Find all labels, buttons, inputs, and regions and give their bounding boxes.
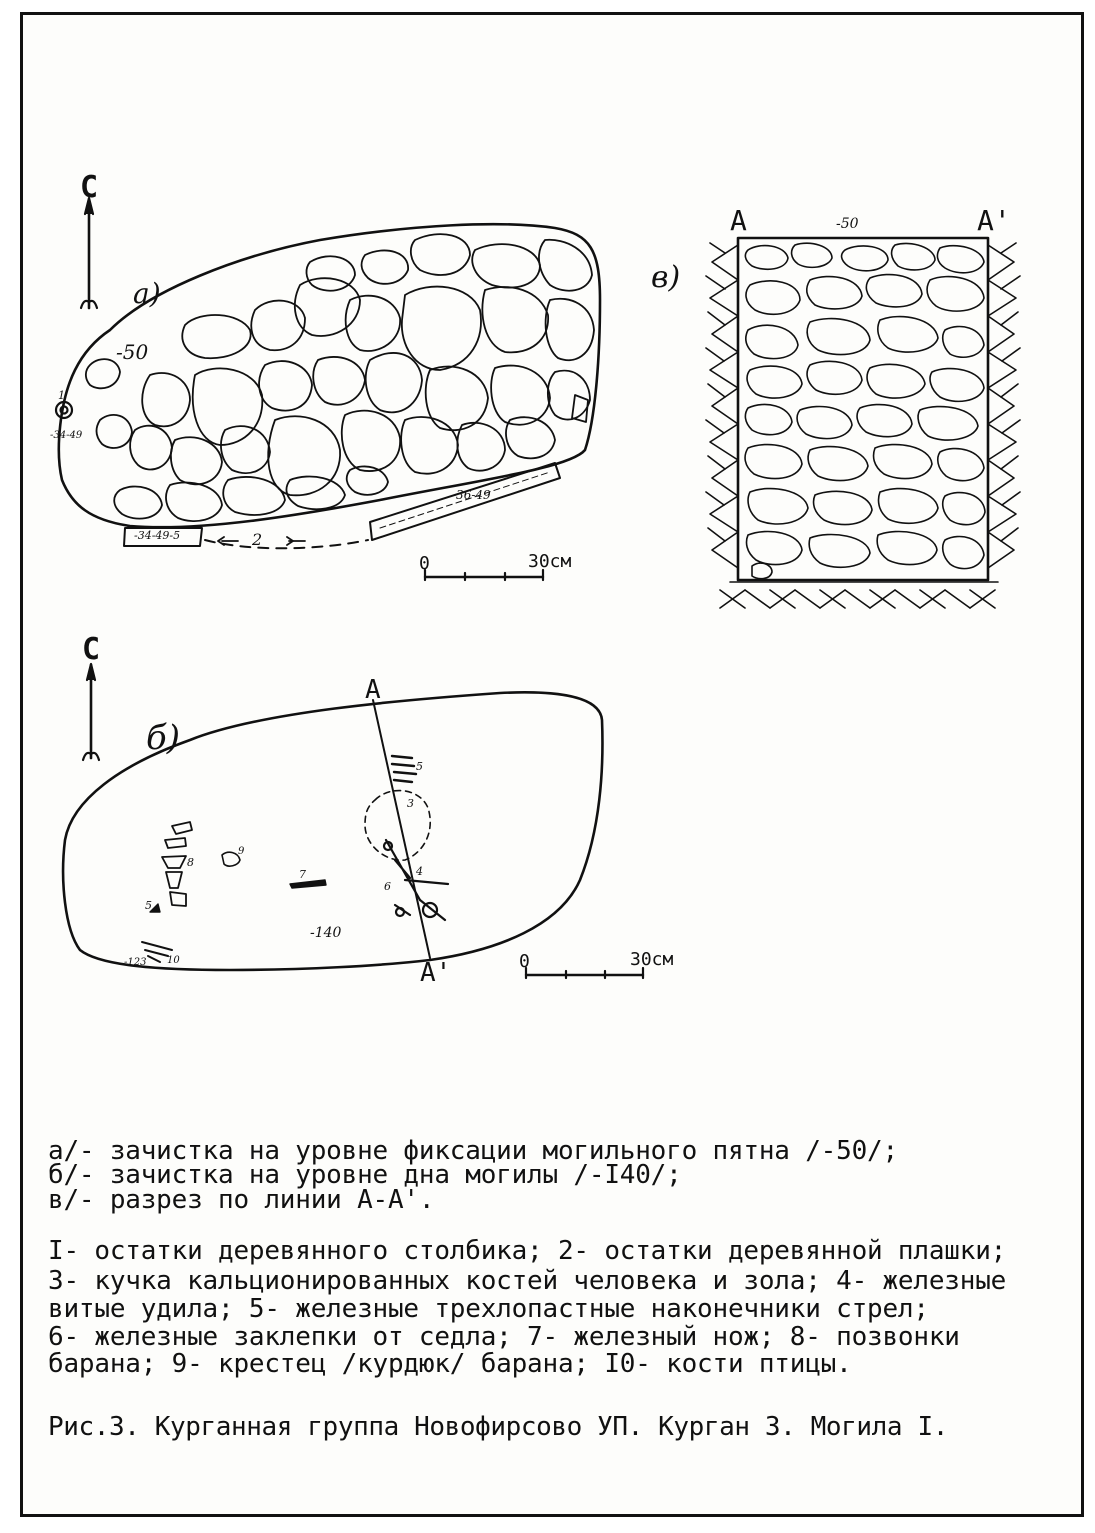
scale-end-a: 30см — [528, 551, 572, 572]
plank-depth-right: -36-49 — [452, 488, 491, 502]
legend-line-1: а/- зачистка на уровне фиксации могильного пятна /-50/; — [48, 1136, 898, 1166]
legend-line-2: б/- зачистка на уровне дна могилы /-I40/; — [48, 1160, 682, 1190]
scale-zero-a: 0 — [419, 553, 430, 574]
bone-heap-3 — [365, 791, 430, 861]
panel-b-plan — [63, 664, 643, 978]
section-depth: -50 — [836, 216, 859, 232]
corner-depth-b: -123 — [124, 957, 147, 968]
item1-label-a: 1 — [58, 389, 65, 402]
item-label-4: 4 — [416, 865, 423, 878]
panel-v-label: в) — [651, 260, 681, 295]
figure-caption: Рис.3. Курганная группа Новофирсово УП. Курган 3. Могила I. — [48, 1412, 948, 1442]
panel-a-plan — [56, 198, 600, 580]
plank-depth-left: -34-49-5 — [134, 529, 181, 542]
scale-end-b: 30см — [630, 949, 674, 970]
iron-knife-7 — [290, 880, 326, 888]
item-label-3: 3 — [407, 797, 414, 810]
section-point-a-prime: А' — [977, 204, 1011, 237]
item-label-5-left: 5 — [145, 899, 152, 912]
item-label-5-top: 5 — [416, 760, 423, 773]
iron-bit-4 — [384, 840, 448, 920]
section-point-a: А — [730, 204, 747, 237]
scale-zero-b: 0 — [519, 951, 530, 972]
item1-depth-a: -34-49 — [50, 430, 83, 441]
scale-bar-b — [526, 968, 643, 978]
scale-bar-a — [425, 570, 543, 580]
item-label-10: 10 — [167, 955, 180, 966]
item-label-6: 6 — [384, 880, 391, 893]
legend-line-6: витые удила; 5- железные трехлопастные наконечники стрел; — [48, 1294, 929, 1324]
panel-b-label: б) — [146, 718, 181, 758]
panel-v-section — [706, 238, 1020, 608]
item-label-7: 7 — [299, 868, 306, 881]
north-label-b: С — [82, 632, 101, 667]
legend-line-8: барана; 9- крестец /курдюк/ барана; I0- кости птицы. — [48, 1349, 852, 1379]
panel-a-depth: -50 — [116, 340, 149, 364]
north-arrow-b — [83, 664, 99, 760]
item2-label-a: 2 — [252, 530, 263, 549]
legend-line-4: I- остатки деревянного столбика; 2- остатки деревянной плашки; — [48, 1236, 1007, 1266]
item-label-9: 9 — [238, 846, 245, 857]
plan-point-a: А — [365, 675, 381, 705]
legend-line-7: 6- железные заклепки от седла; 7- железный нож; 8- позвонки — [48, 1322, 960, 1352]
panel-b-depth: -140 — [310, 925, 342, 941]
north-arrow-a — [81, 198, 97, 308]
legend-line-5: 3- кучка кальционированных костей человека и зола; 4- железные — [48, 1266, 1007, 1296]
item-label-8: 8 — [187, 856, 194, 869]
plan-point-a-prime: А' — [420, 958, 452, 988]
north-label-a: С — [80, 170, 99, 205]
panel-a-label: а) — [133, 277, 161, 310]
legend-line-3: в/- разрез по линии А-А'. — [48, 1185, 435, 1215]
arrowheads-5 — [392, 756, 416, 782]
